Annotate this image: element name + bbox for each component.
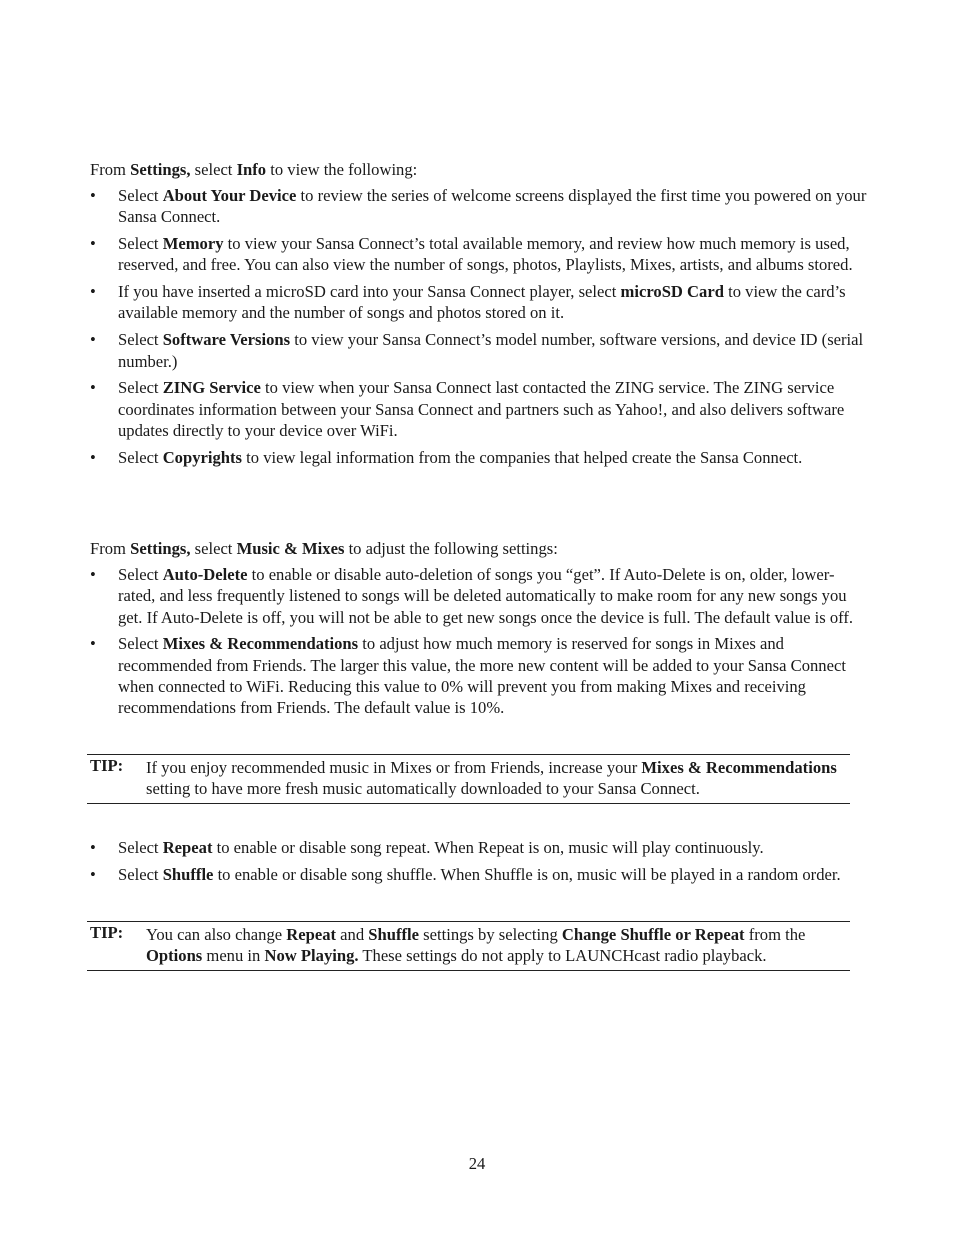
bold-term: Mixes & Recommendations bbox=[162, 634, 359, 654]
bullet-icon: • bbox=[90, 634, 96, 654]
text-run: Select bbox=[118, 447, 163, 467]
tip-box-repeat-shuffle bbox=[87, 921, 850, 971]
text-run: Select bbox=[118, 565, 163, 584]
tip-box-recommendations bbox=[87, 754, 850, 804]
bullet-icon: • bbox=[90, 864, 96, 884]
bold-term: Options bbox=[146, 946, 203, 966]
text-run: If you enjoy recommended music in Mixes or from Friends, increase your bbox=[146, 758, 642, 777]
text-run: You can also change bbox=[146, 925, 287, 944]
text-run: From bbox=[90, 539, 131, 558]
bold-term: About Your Device bbox=[162, 186, 297, 205]
tip-label: TIP: bbox=[90, 923, 124, 942]
bullet-icon: • bbox=[90, 330, 96, 350]
list-item bbox=[90, 864, 870, 885]
text-run: to view your Sansa Connect’s model number, software versions, and device ID (serial number.) bbox=[118, 330, 864, 371]
bold-term: Shuffle bbox=[162, 864, 214, 884]
text-run: select bbox=[190, 160, 237, 179]
bullet-icon: • bbox=[90, 234, 96, 254]
tip-text bbox=[146, 755, 850, 803]
text-run: to view the following: bbox=[266, 160, 418, 179]
music-bullet-list bbox=[90, 564, 870, 724]
text-run: to adjust how much memory is reserved for songs in Mixes and recommended from Friends. The larger this value, the more new content will be added to your Sansa Connect when connected to WiFi. Reducing this value to 0% will prevent you from making Mixes and receiving recommendations from Friends. The default value is 10%. bbox=[118, 634, 846, 718]
list-item bbox=[90, 281, 870, 324]
text-run: If you have inserted a microSD card into your Sansa Connect player, select bbox=[118, 282, 621, 302]
bold-term: Auto-Delete bbox=[162, 565, 248, 584]
music-intro bbox=[90, 538, 870, 559]
text-run: to enable or disable auto-deletion of songs you “get”. If Auto-Delete is on, older, lower-rated, and less frequently listened to songs will be deleted automatically to make room for any new songs you get. If Auto-Delete is off, you will not be able to get new songs once the device is full. The default value is off. bbox=[118, 565, 854, 627]
text-run: to enable or disable song shuffle. When Shuffle is on, music will be played in a random order. bbox=[213, 864, 841, 884]
text-run: From bbox=[90, 160, 131, 179]
text-run: These settings do not apply to LAUNCHcast radio playback. bbox=[358, 946, 767, 966]
repeat-shuffle-bullet-list bbox=[90, 837, 870, 891]
list-item bbox=[90, 447, 870, 468]
bold-term: Repeat bbox=[286, 925, 337, 944]
text-run: to enable or disable song repeat. When Repeat is on, music will play continuously. bbox=[212, 838, 764, 857]
list-item bbox=[90, 185, 870, 228]
text-run: to view your Sansa Connect’s total available memory, and review how much memory is used, reserved, and free. You can also view the number of songs, photos, Playlists, Mixes, artists, and albums stored. bbox=[118, 234, 853, 275]
bold-term: Now Playing. bbox=[264, 946, 359, 966]
bold-term: ZING Service bbox=[162, 378, 261, 398]
text-run: select bbox=[190, 539, 237, 558]
text-run: Select bbox=[118, 186, 163, 205]
text-run: and bbox=[336, 925, 369, 944]
page-number: 24 bbox=[468, 1154, 486, 1173]
list-item bbox=[90, 633, 870, 718]
list-item bbox=[90, 564, 870, 628]
text-run: to review the series of welcome screens displayed the first time you powered on your Sansa Connect. bbox=[118, 186, 867, 227]
text-run: setting to have more fresh music automatically downloaded to your Sansa Connect. bbox=[146, 779, 700, 799]
text-run: Select bbox=[118, 838, 163, 857]
text-run: Select bbox=[118, 634, 163, 654]
text-run: Select bbox=[118, 234, 163, 254]
text-run: to view when your Sansa Connect last contacted the ZING service. The ZING service coordinates information between your Sansa Connect and partners such as Yahoo!, and also delivers software updates directly to your device over WiFi. bbox=[118, 378, 845, 440]
text-run: to view legal information from the companies that helped create the Sansa Connect. bbox=[242, 447, 803, 467]
bullet-icon: • bbox=[90, 282, 96, 302]
bold-term: Settings, bbox=[130, 160, 191, 179]
bold-term: Mixes & Recommendations bbox=[641, 758, 837, 777]
bold-term: Repeat bbox=[162, 838, 213, 857]
bullet-icon: • bbox=[90, 447, 96, 467]
text-run: from the bbox=[744, 925, 806, 944]
bold-term: Software Versions bbox=[162, 330, 291, 350]
bold-term: Shuffle bbox=[368, 925, 420, 944]
list-item bbox=[90, 377, 870, 441]
bold-term: Music & Mixes bbox=[236, 539, 345, 558]
list-item bbox=[90, 233, 870, 276]
bold-term: Memory bbox=[162, 234, 224, 254]
text-run: Select bbox=[118, 864, 163, 884]
text-run: to view the card’s available memory and the number of songs and photos stored on it. bbox=[118, 282, 846, 323]
bold-term: Info bbox=[236, 160, 267, 179]
list-item bbox=[90, 837, 870, 858]
bullet-icon: • bbox=[90, 378, 96, 398]
info-bullet-list bbox=[90, 185, 870, 474]
bullet-icon: • bbox=[90, 565, 96, 584]
bold-term: Settings, bbox=[130, 539, 191, 558]
list-item bbox=[90, 329, 870, 372]
info-intro bbox=[90, 159, 870, 180]
tip-label: TIP: bbox=[90, 756, 124, 775]
text-run: to adjust the following settings: bbox=[344, 539, 558, 558]
bullet-icon: • bbox=[90, 838, 96, 857]
bold-term: microSD Card bbox=[620, 282, 724, 302]
text-run: Select bbox=[118, 378, 163, 398]
bullet-icon: • bbox=[90, 186, 96, 205]
bold-term: Copyrights bbox=[162, 447, 242, 467]
bold-term: Change Shuffle or Repeat bbox=[561, 925, 745, 944]
tip-text bbox=[146, 922, 850, 970]
text-run: Select bbox=[118, 330, 163, 350]
text-run: menu in bbox=[202, 946, 265, 966]
text-run: settings by selecting bbox=[419, 925, 562, 944]
